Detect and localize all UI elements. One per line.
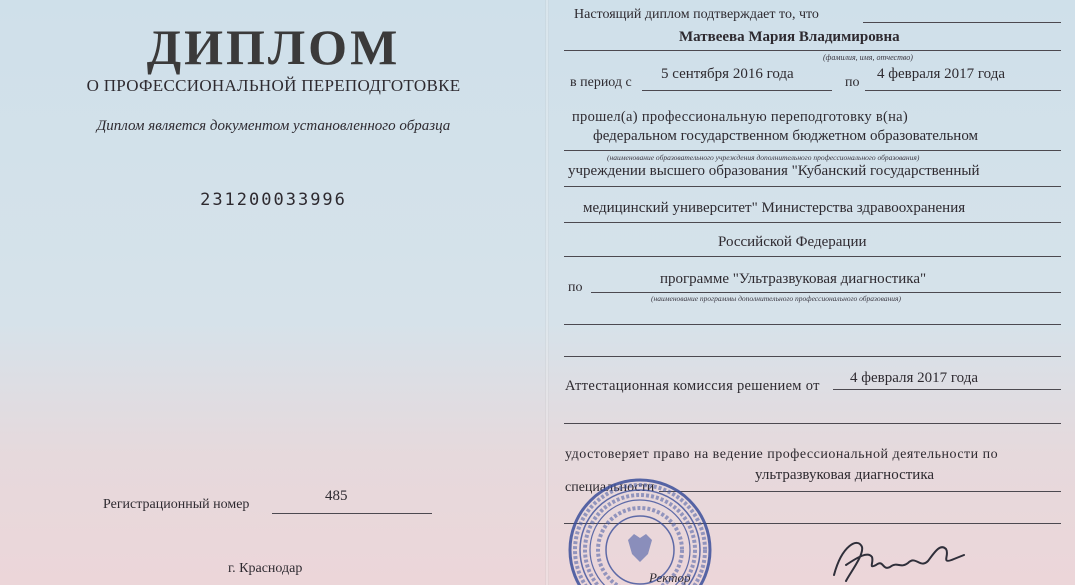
organization-line-4: Российской Федерации [718, 234, 867, 250]
specialty-value: ультразвуковая диагностика [755, 467, 935, 483]
organization-line-3: медицинский университет" Министерства здравоохранения [583, 200, 966, 216]
passed-label: прошел(а) профессиональную переподготовку в(на) [572, 109, 909, 125]
registration-line [272, 513, 432, 514]
date-to-line [865, 90, 1061, 91]
blank-line-3 [564, 423, 1061, 424]
commission-line [833, 389, 1061, 390]
blank-line-1 [564, 324, 1061, 325]
commission-label: Аттестационная комиссия решением от [565, 378, 820, 394]
signature-icon [828, 535, 968, 585]
date-from-line [642, 90, 832, 91]
intro-line [863, 22, 1061, 23]
university-seal-icon [568, 478, 713, 585]
date-from: 5 сентября 2016 года [661, 66, 794, 82]
commission-date: 4 февраля 2017 года [850, 370, 979, 386]
organization-line-2: учреждении высшего образования "Кубанский государственный [568, 163, 980, 179]
period-label: в период с [570, 75, 632, 90]
organization-caption: (наименование образовательного учреждения дополнительного профессионального образования) [607, 153, 920, 162]
rights-text: удостоверяет право на ведение профессиональной деятельности по [565, 447, 999, 462]
diploma-note: Диплом является документом установленного образца [96, 118, 451, 134]
registration-number: 485 [325, 488, 348, 504]
intro-text: Настоящий диплом подтверждает то, что [574, 7, 819, 22]
holder-name: Матвеева Мария Владимировна [679, 29, 900, 45]
name-line [564, 50, 1061, 51]
name-caption: (фамилия, имя, отчество) [823, 53, 913, 62]
serial-number: 231200033996 [200, 190, 347, 210]
city: г. Краснодар [228, 561, 303, 576]
registration-label: Регистрационный номер [103, 497, 250, 512]
org-line-4-rule [564, 256, 1061, 257]
program-caption: (наименование программы дополнительного профессионального образования) [651, 294, 902, 303]
diploma-subtitle: О ПРОФЕССИОНАЛЬНОЙ ПЕРЕПОДГОТОВКЕ [86, 76, 461, 95]
date-to: 4 февраля 2017 года [877, 66, 1006, 82]
specialty-label: специальности [565, 480, 655, 495]
period-to-label: по [845, 75, 860, 90]
diploma-title: ДИПЛОМ [146, 19, 401, 75]
program-label: по [568, 280, 583, 295]
program-name: программе "Ультразвуковая диагностика" [660, 271, 927, 287]
signer-title: Ректор [649, 570, 691, 585]
org-line-3-rule [564, 222, 1061, 223]
org-line-2-rule [564, 186, 1061, 187]
organization-line-1: федеральном государственном бюджетном образовательном [593, 128, 979, 144]
blank-line-2 [564, 356, 1061, 357]
org-line-1-rule [564, 150, 1061, 151]
program-line [591, 292, 1061, 293]
specialty-line [659, 491, 1061, 492]
